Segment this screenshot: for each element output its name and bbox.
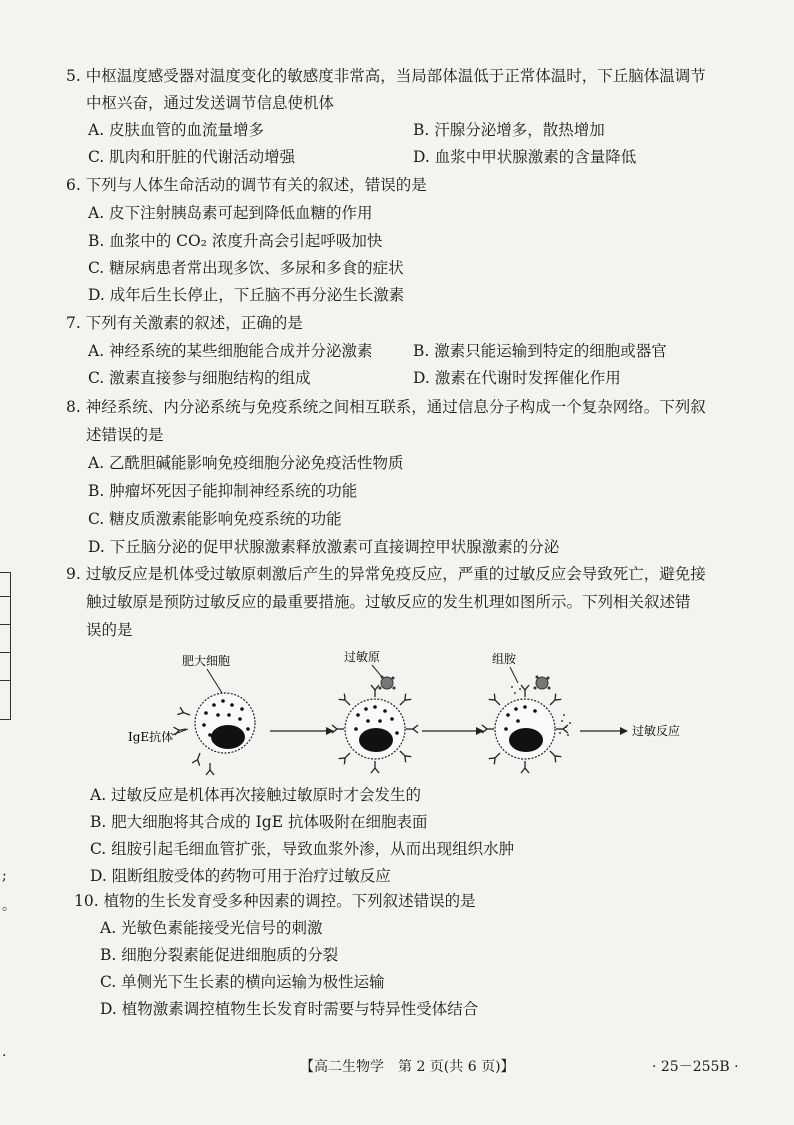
margin-bracket-tick — [0, 652, 10, 653]
q5-stem-line2: 中枢兴奋，通过发送调节信息使机体 — [86, 94, 335, 112]
margin-mark-semicolon: ; — [2, 868, 7, 884]
mast-cell-label: 肥大细胞 — [182, 654, 231, 668]
q9-stem-line2: 触过敏原是预防过敏反应的最重要措施。过敏反应的发生机理如图所示。下列相关叙述错 — [86, 593, 691, 611]
q6-stem: 6. 下列与人体生命活动的调节有关的叙述，错误的是 — [66, 176, 427, 194]
ige-label: IgE抗体 — [128, 730, 174, 744]
q9-stem-line3: 误的是 — [86, 621, 133, 639]
allergen-label: 过敏原 — [344, 650, 381, 664]
q7-option-a: A. 神经系统的某些细胞能合成并分泌激素 — [88, 342, 373, 360]
q10-stem: 10. 植物的生长发育受多种因素的调控。下列叙述错误的是 — [74, 892, 476, 910]
q8-stem-line1: 8. 神经系统、内分泌系统与免疫系统之间相互联系，通过信息分子构成一个复杂网络。下列叙 — [66, 398, 706, 416]
q5-option-d: D. 血浆中甲状腺激素的含量降低 — [413, 148, 637, 166]
q6-option-a: A. 皮下注射胰岛素可起到降低血糖的作用 — [88, 204, 373, 222]
q9-option-c: C. 组胺引起毛细血管扩张，导致血浆外渗，从而出现组织水肿 — [90, 840, 515, 858]
margin-mark-dot: . — [2, 1044, 7, 1060]
q10-option-d: D. 植物激素调控植物生长发育时需要与特异性受体结合 — [100, 1000, 479, 1018]
q6-option-d: D. 成年后生长停止，下丘脑不再分泌生长激素 — [88, 286, 405, 304]
q8-option-a: A. 乙酰胆碱能影响免疫细胞分泌免疫活性物质 — [88, 454, 404, 472]
margin-bracket — [0, 572, 11, 720]
q5-option-c: C. 肌肉和肝脏的代谢活动增强 — [88, 148, 296, 166]
q7-option-c: C. 激素直接参与细胞结构的组成 — [88, 369, 311, 387]
q6-option-b: B. 血浆中的 CO₂ 浓度升高会引起呼吸加快 — [88, 232, 383, 250]
mast-cell-1 — [195, 693, 255, 753]
q6-option-c: C. 糖尿病患者常出现多饮、多尿和多食的症状 — [88, 259, 404, 277]
footer-page-info: 【高二生物学 第 2 页(共 6 页)】 — [300, 1059, 515, 1075]
margin-bracket-tick — [0, 596, 10, 597]
histamine-label: 组胺 — [492, 652, 517, 666]
allergen-particle — [379, 676, 396, 690]
allergy-mechanism-figure — [110, 645, 710, 780]
q10-option-b: B. 细胞分裂素能促进细胞质的分裂 — [100, 946, 339, 964]
allergen-particle-2 — [534, 676, 551, 690]
q7-option-b: B. 激素只能运输到特定的细胞或器官 — [413, 342, 667, 360]
q7-option-d: D. 激素在代谢时发挥催化作用 — [413, 369, 621, 387]
q5-option-b: B. 汗腺分泌增多，散热增加 — [413, 121, 605, 139]
q8-stem-line2: 述错误的是 — [86, 426, 164, 444]
q8-option-b: B. 肿瘤坏死因子能抑制神经系统的功能 — [88, 482, 358, 500]
q9-option-d: D. 阻断组胺受体的药物可用于治疗过敏反应 — [90, 867, 391, 885]
q5-stem-line1: 5. 中枢温度感受器对温度变化的敏感度非常高，当局部体温低于正常体温时，下丘脑体温调节 — [66, 67, 706, 85]
q8-option-c: C. 糖皮质激素能影响免疫系统的功能 — [88, 510, 342, 528]
q8-option-d: D. 下丘脑分泌的促甲状腺激素释放激素可直接调控甲状腺激素的分泌 — [88, 538, 560, 556]
q7-stem: 7. 下列有关激素的叙述，正确的是 — [66, 314, 303, 332]
q9-option-a: A. 过敏反应是机体再次接触过敏原时才会发生的 — [90, 786, 422, 804]
margin-mark-period: 。 — [2, 898, 16, 914]
mast-cell-2 — [345, 699, 405, 759]
mast-cell-3 — [495, 686, 571, 759]
allergic-reaction-label: 过敏反应 — [632, 724, 681, 738]
q10-option-a: A. 光敏色素能接受光信号的刺激 — [100, 919, 323, 937]
footer-code: · 25－255B · — [652, 1059, 739, 1075]
margin-bracket-tick — [0, 624, 10, 625]
q10-option-c: C. 单侧光下生长素的横向运输为极性运输 — [100, 973, 385, 991]
q5-option-a: A. 皮肤血管的血流量增多 — [88, 121, 265, 139]
q9-stem-line1: 9. 过敏反应是机体受过敏原刺激后产生的异常免疫反应，严重的过敏反应会导致死亡，避免接 — [66, 565, 706, 583]
margin-bracket-tick — [0, 680, 10, 681]
q9-option-b: B. 肥大细胞将其合成的 IgE 抗体吸附在细胞表面 — [90, 813, 428, 831]
